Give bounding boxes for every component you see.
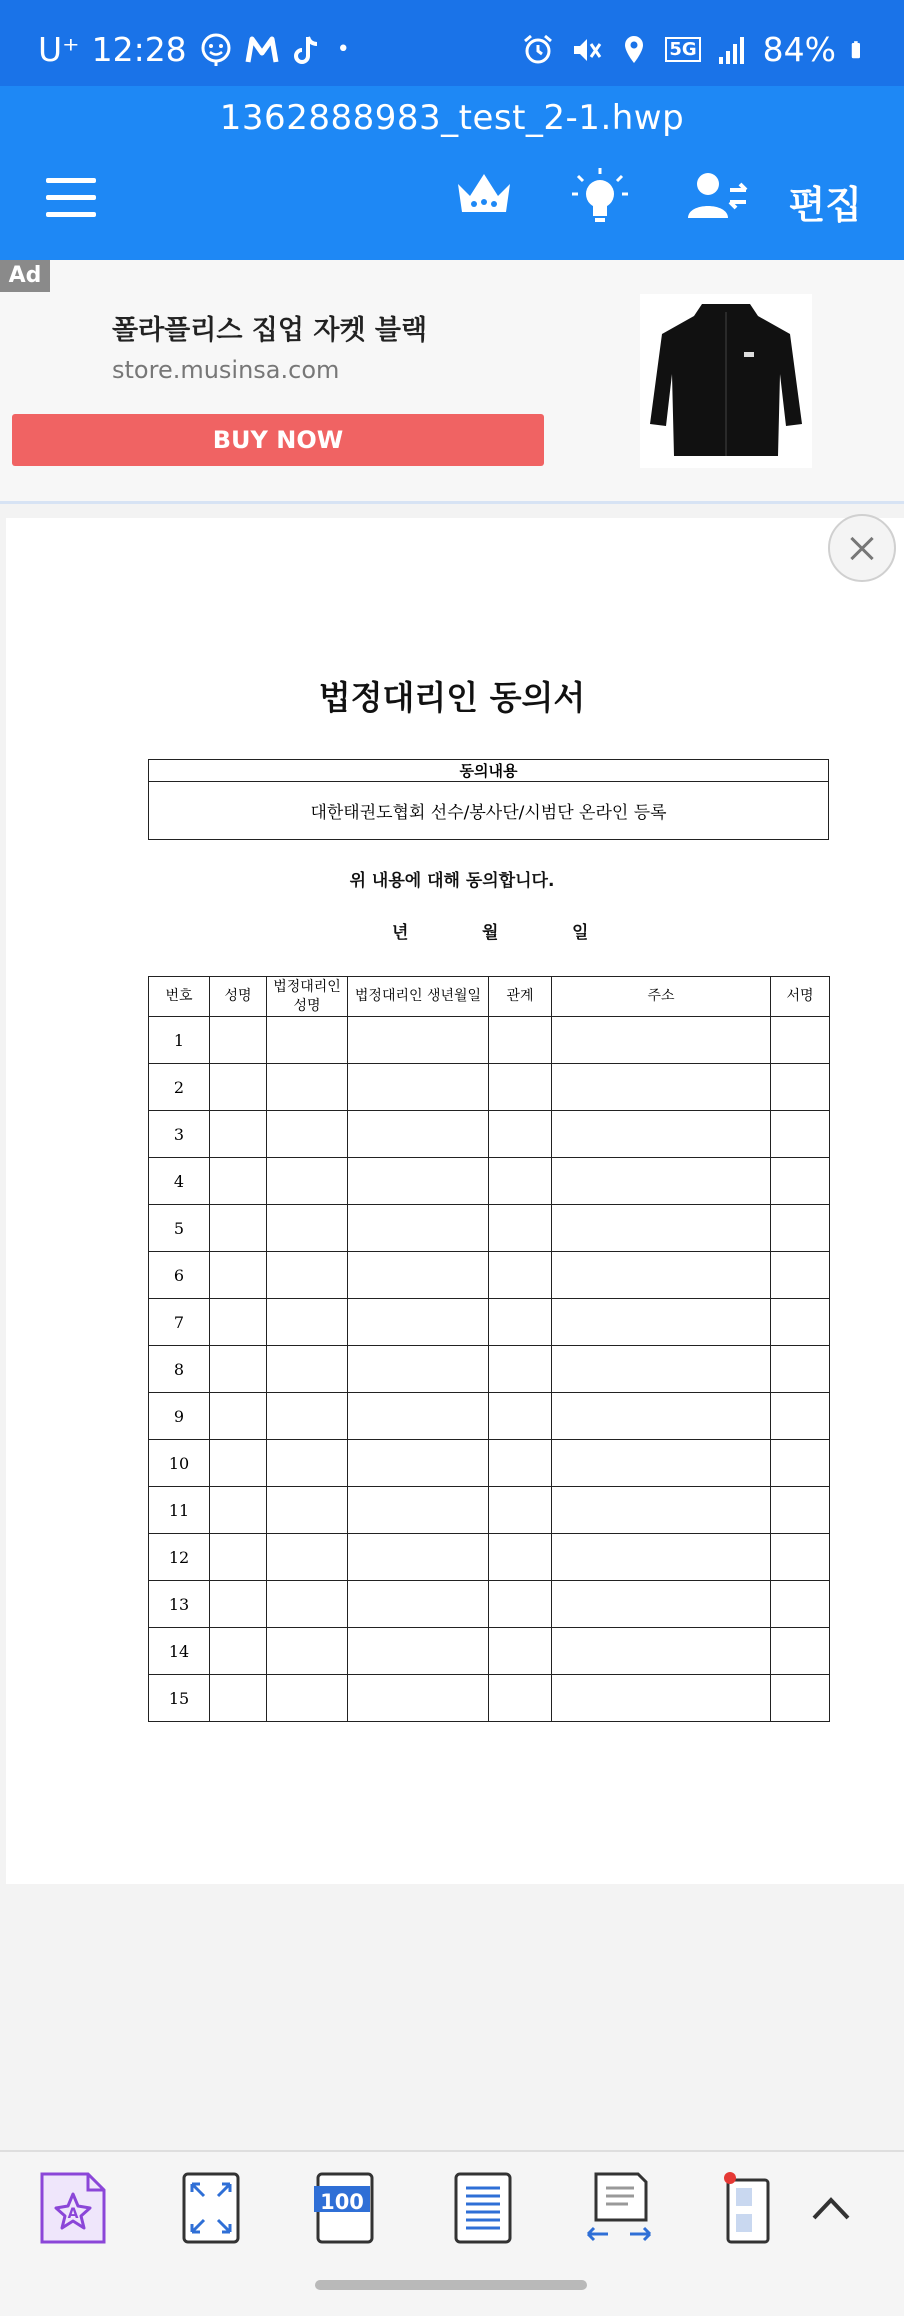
battery-icon [850, 33, 870, 67]
empty-cell [489, 1675, 552, 1722]
empty-cell [552, 1158, 771, 1205]
tiktok-icon [291, 33, 325, 67]
lightbulb-icon[interactable] [568, 164, 632, 228]
consent-body: 대한태권도협회 선수/봉사단/시범단 온라인 등록 [149, 782, 829, 840]
empty-cell [552, 1393, 771, 1440]
empty-cell [210, 1534, 267, 1581]
empty-cell [771, 1393, 830, 1440]
row-number: 7 [149, 1299, 210, 1346]
mute-icon [569, 33, 603, 67]
close-icon[interactable] [828, 514, 896, 582]
empty-cell [552, 1346, 771, 1393]
empty-cell [489, 1346, 552, 1393]
empty-cell [267, 1111, 348, 1158]
empty-cell [210, 1675, 267, 1722]
clock: 12:28 [91, 30, 187, 69]
empty-cell [267, 1205, 348, 1252]
empty-cell [489, 1205, 552, 1252]
empty-cell [267, 1158, 348, 1205]
zoom-level-label: 100 [320, 2190, 364, 2214]
table-row [149, 1064, 830, 1111]
app-bar [0, 86, 904, 260]
ad-product-image[interactable] [640, 294, 812, 468]
table-row [149, 1628, 830, 1675]
empty-cell [771, 1581, 830, 1628]
buy-now-button[interactable]: BUY NOW [12, 414, 544, 466]
empty-cell [348, 1534, 489, 1581]
menu-icon [46, 178, 96, 183]
row-number: 2 [149, 1064, 210, 1111]
empty-cell [348, 1440, 489, 1487]
empty-cell [489, 1487, 552, 1534]
row-number: 11 [149, 1487, 210, 1534]
empty-cell [552, 1534, 771, 1581]
table-row [149, 1252, 830, 1299]
empty-cell [552, 1628, 771, 1675]
empty-cell [210, 1064, 267, 1111]
network-label: 5G [665, 37, 700, 62]
empty-cell [348, 1064, 489, 1111]
empty-cell [348, 1299, 489, 1346]
empty-cell [210, 1346, 267, 1393]
fit-screen-icon[interactable] [176, 2172, 246, 2244]
empty-cell [348, 1581, 489, 1628]
user-switch-icon[interactable] [686, 164, 750, 228]
face-app-icon [199, 33, 233, 67]
column-header: 법정대리인 생년월일 [348, 977, 489, 1017]
ad-banner[interactable] [0, 260, 904, 504]
empty-cell [489, 1111, 552, 1158]
column-header: 서명 [771, 977, 830, 1017]
empty-cell [489, 1628, 552, 1675]
page-view-icon[interactable] [448, 2172, 518, 2244]
column-header: 관계 [489, 977, 552, 1017]
empty-cell [489, 1440, 552, 1487]
empty-cell [210, 1252, 267, 1299]
empty-cell [771, 1064, 830, 1111]
empty-cell [267, 1534, 348, 1581]
edit-button[interactable]: 편집 [788, 183, 862, 227]
empty-cell [210, 1017, 267, 1064]
table-row [149, 1440, 830, 1487]
thumbnail-view-icon[interactable] [720, 2172, 790, 2244]
row-number: 4 [149, 1158, 210, 1205]
empty-cell [267, 1487, 348, 1534]
table-row [149, 1158, 830, 1205]
m-app-icon [245, 33, 279, 67]
empty-cell [489, 1393, 552, 1440]
empty-cell [348, 1158, 489, 1205]
row-number: 14 [149, 1628, 210, 1675]
document-title: 1362888983_test_2-1.hwp [219, 98, 685, 138]
row-number: 13 [149, 1581, 210, 1628]
signal-icon [715, 33, 749, 67]
row-number: 6 [149, 1252, 210, 1299]
empty-cell [210, 1628, 267, 1675]
notification-dot: • [336, 37, 350, 62]
empty-cell [552, 1111, 771, 1158]
empty-cell [210, 1158, 267, 1205]
empty-cell [771, 1534, 830, 1581]
document-heading: 법정대리인 동의서 [318, 678, 586, 717]
empty-cell [771, 1111, 830, 1158]
row-number: 8 [149, 1346, 210, 1393]
consent-header: 동의내용 [149, 760, 829, 782]
empty-cell [267, 1017, 348, 1064]
column-header: 번호 [149, 977, 210, 1017]
row-number: 3 [149, 1111, 210, 1158]
row-number: 9 [149, 1393, 210, 1440]
ad-url[interactable]: store.musinsa.com [112, 356, 340, 384]
empty-cell [552, 1487, 771, 1534]
table-row [149, 1675, 830, 1722]
row-number: 15 [149, 1675, 210, 1722]
row-number: 12 [149, 1534, 210, 1581]
column-header: 법정대리인 성명 [267, 977, 348, 1017]
row-number: 10 [149, 1440, 210, 1487]
empty-cell [267, 1393, 348, 1440]
empty-cell [771, 1017, 830, 1064]
carrier-label: U⁺ [38, 30, 80, 69]
menu-button[interactable] [46, 178, 96, 218]
table-row [149, 1017, 830, 1064]
crown-icon[interactable] [452, 164, 516, 228]
empty-cell [771, 1628, 830, 1675]
table-row [149, 1299, 830, 1346]
empty-cell [771, 1205, 830, 1252]
empty-cell [771, 1346, 830, 1393]
empty-cell [771, 1487, 830, 1534]
signature-table [148, 976, 830, 1722]
table-row [149, 1534, 830, 1581]
empty-cell [210, 1581, 267, 1628]
agreement-text: 위 내용에 대해 동의합니다. [349, 871, 555, 891]
empty-cell [267, 1064, 348, 1111]
empty-cell [552, 1675, 771, 1722]
ai-assistant-icon[interactable] [38, 2172, 108, 2244]
empty-cell [348, 1393, 489, 1440]
empty-cell [210, 1111, 267, 1158]
empty-cell [552, 1252, 771, 1299]
empty-cell [267, 1346, 348, 1393]
alarm-icon [521, 33, 555, 67]
empty-cell [267, 1440, 348, 1487]
table-row [149, 1487, 830, 1534]
battery-percent: 84% [762, 30, 836, 69]
location-icon [617, 33, 651, 67]
empty-cell [267, 1299, 348, 1346]
svg-text:A: A [67, 2206, 79, 2222]
empty-cell [348, 1628, 489, 1675]
empty-cell [348, 1675, 489, 1722]
empty-cell [489, 1252, 552, 1299]
page-navigate-icon[interactable] [584, 2172, 654, 2244]
empty-cell [552, 1299, 771, 1346]
consent-table [148, 759, 829, 840]
empty-cell [210, 1299, 267, 1346]
empty-cell [267, 1581, 348, 1628]
empty-cell [489, 1158, 552, 1205]
status-bar [0, 0, 904, 86]
empty-cell [210, 1440, 267, 1487]
chevron-up-icon[interactable] [806, 2172, 856, 2244]
empty-cell [771, 1440, 830, 1487]
row-number: 5 [149, 1205, 210, 1252]
empty-cell [771, 1675, 830, 1722]
empty-cell [210, 1487, 267, 1534]
empty-cell [771, 1252, 830, 1299]
table-row [149, 1393, 830, 1440]
column-header: 주소 [552, 977, 771, 1017]
empty-cell [489, 1534, 552, 1581]
empty-cell [210, 1205, 267, 1252]
bottom-toolbar [0, 2150, 904, 2262]
system-nav-bar [0, 2262, 904, 2316]
empty-cell [771, 1158, 830, 1205]
empty-cell [552, 1581, 771, 1628]
empty-cell [267, 1628, 348, 1675]
empty-cell [348, 1205, 489, 1252]
table-row [149, 1111, 830, 1158]
empty-cell [552, 1440, 771, 1487]
empty-cell [489, 1017, 552, 1064]
empty-cell [267, 1252, 348, 1299]
empty-cell [552, 1064, 771, 1111]
empty-cell [348, 1252, 489, 1299]
home-gesture-bar[interactable] [315, 2280, 587, 2290]
empty-cell [552, 1205, 771, 1252]
empty-cell [489, 1581, 552, 1628]
empty-cell [348, 1111, 489, 1158]
empty-cell [489, 1299, 552, 1346]
empty-cell [267, 1675, 348, 1722]
table-row [149, 1205, 830, 1252]
empty-cell [348, 1487, 489, 1534]
table-row [149, 1581, 830, 1628]
empty-cell [552, 1017, 771, 1064]
empty-cell [348, 1346, 489, 1393]
empty-cell [348, 1017, 489, 1064]
table-row [149, 1346, 830, 1393]
ad-title[interactable]: 폴라플리스 집업 자켓 블랙 [112, 315, 428, 346]
date-day-label: 일 [572, 923, 589, 943]
ad-badge: Ad [0, 260, 50, 292]
date-month-label: 월 [482, 923, 499, 943]
empty-cell [771, 1299, 830, 1346]
column-header: 성명 [210, 977, 267, 1017]
date-year-label: 년 [392, 923, 409, 943]
empty-cell [489, 1064, 552, 1111]
row-number: 1 [149, 1017, 210, 1064]
empty-cell [210, 1393, 267, 1440]
